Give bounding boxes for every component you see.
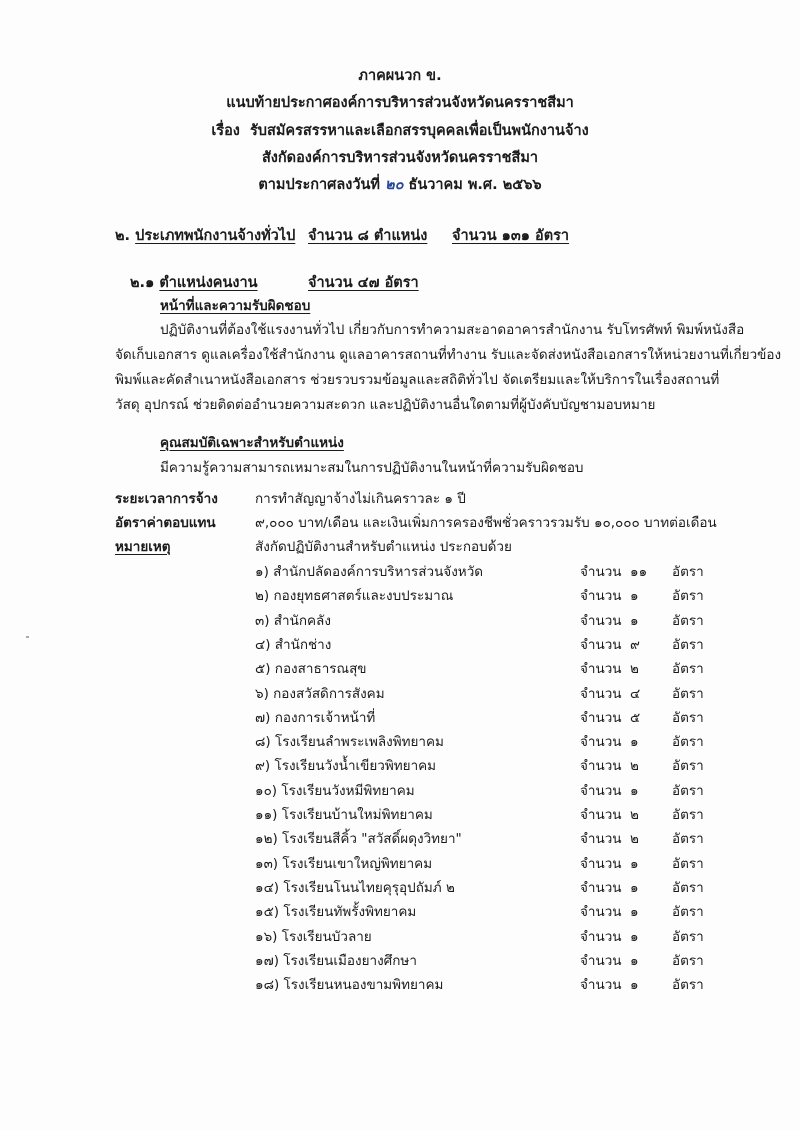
section-rates: จำนวน ๑๓๑ อัตรา (452, 228, 570, 244)
unit-qty-label: จำนวน (580, 904, 622, 921)
unit-qty-label: จำนวน (580, 612, 622, 629)
unit-rate-label: อัตรา (672, 807, 704, 823)
unit-qty-label: จำนวน (580, 928, 622, 945)
unit-rate-label: อัตรา (672, 734, 704, 751)
unit-list-item (0, 586, 800, 610)
unit-name: ๓) สำนักคลัง (255, 612, 331, 629)
unit-list-item (0, 878, 800, 902)
unit-list-item (0, 659, 800, 683)
unit-name: ๑) สำนักปลัดองค์การบริหารส่วนจังหวัด (255, 564, 484, 580)
unit-list-item (0, 684, 800, 708)
unit-rate-label: อัตรา (672, 928, 704, 945)
unit-name: ๗) กองการเจ้าหน้าที่ (255, 709, 376, 726)
unit-list-item (0, 902, 800, 926)
unit-count: ๑ (630, 904, 639, 921)
unit-list-item (0, 927, 800, 951)
unit-rate-label: อัตรา (672, 831, 704, 848)
unit-qty-label: จำนวน (580, 636, 622, 653)
duties-line-2: จัดเก็บเอกสาร ดูแลเครื่องใช้สำนักงาน ดูแลอาคารสถานที่ทำงาน รับและจัดส่งหนังสือเอกสารให้หน่วยงานที่เกี่ยวข้อง (115, 347, 782, 363)
unit-qty-label: จำนวน (580, 831, 622, 848)
subsection-heading (130, 273, 258, 293)
scan-speck (26, 636, 29, 638)
appendix-title: ภาคผนวก ข. (358, 68, 442, 84)
unit-qty-label: จำนวน (580, 977, 622, 994)
duties-line-4: วัสดุ อุปกรณ์ ช่วยติดต่ออำนวยความสะดวก และปฏิบัติงานอื่นใดตามที่ผู้บังคับบัญชามอบหมาย (115, 397, 656, 413)
section-number: ๒. (115, 228, 131, 244)
duties-line-1: ปฏิบัติงานที่ต้องใช้แรงงานทั่วไป เกี่ยวกับการทำความสะอาดอาคารสำนักงาน รับโทรศัพท์ พิมพ์หนังสือ (160, 322, 745, 338)
unit-name: ๑๖) โรงเรียนบัวลาย (255, 928, 372, 945)
unit-rate-label: อัตรา (672, 636, 704, 653)
subsection-rates: จำนวน ๔๗ อัตรา (308, 275, 419, 291)
pay-value: ๙,๐๐๐ บาท/เดือน และเงินเพิ่มการครองชีพชั่วคราวรวมรับ ๑๐,๐๐๐ บาทต่อเดือน (255, 515, 717, 531)
section-heading (115, 226, 295, 246)
attached-to-line: แนบท้ายประกาศองค์การบริหารส่วนจังหวัดนครราชสีมา (226, 95, 574, 111)
duties-heading: หน้าที่และความรับผิดชอบ (160, 298, 311, 314)
unit-count: ๑ (630, 952, 639, 969)
unit-rate-label: อัตรา (672, 588, 704, 605)
unit-rate-label: อัตรา (672, 709, 704, 726)
unit-rate-label: อัตรา (672, 855, 704, 872)
unit-qty-label: จำนวน (580, 734, 622, 751)
unit-name: ๑๗) โรงเรียนเมืองยางศึกษา (255, 952, 417, 969)
unit-qty-label: จำนวน (580, 564, 622, 580)
unit-name: ๑๓) โรงเรียนเขาใหญ่พิทยาคม (255, 855, 433, 872)
unit-list-item (0, 829, 800, 853)
unit-list-item (0, 732, 800, 756)
unit-count: ๒ (630, 807, 639, 823)
unit-count: ๑๑ (630, 564, 648, 580)
note-value: สังกัดปฏิบัติงานสำหรับตำแหน่ง ประกอบด้วย (255, 539, 512, 555)
unit-count: ๔ (630, 685, 641, 702)
note-label: หมายเหตุ (115, 539, 171, 555)
unit-list-item (0, 781, 800, 805)
subsection-number: ๒.๑ (130, 275, 155, 291)
unit-count: ๙ (630, 636, 640, 653)
unit-rate-label: อัตรา (672, 758, 704, 775)
unit-rate-label: อัตรา (672, 685, 704, 702)
unit-count: ๑ (630, 782, 639, 799)
unit-qty-label: จำนวน (580, 782, 622, 799)
unit-name: ๘) โรงเรียนลำพระเพลิงพิทยาคม (255, 734, 444, 751)
unit-name: ๑๘) โรงเรียนหนองขามพิทยาคม (255, 977, 444, 994)
unit-name: ๒) กองยุทธศาสตร์และงบประมาณ (255, 588, 454, 605)
unit-rate-label: อัตรา (672, 564, 704, 580)
date-day-handwritten: ๒๐ (385, 177, 404, 193)
unit-count: ๑ (630, 588, 639, 605)
unit-rate-label: อัตรา (672, 661, 704, 678)
subject-label: เรื่อง (211, 123, 240, 139)
date-prefix: ตามประกาศลงวันที่ (258, 177, 380, 193)
unit-qty-label: จำนวน (580, 855, 622, 872)
unit-qty-label: จำนวน (580, 588, 622, 605)
unit-name: ๔) สำนักช่าง (255, 636, 332, 653)
unit-name: ๖) กองสวัสดิการสังคม (255, 685, 385, 702)
unit-count: ๑ (630, 928, 639, 945)
unit-list-item (0, 756, 800, 780)
duties-line-3: พิมพ์และคัดสำเนาหนังสือเอกสาร ช่วยรวบรวมข้อมูลและสถิติทั่วไป จัดเตรียมและให้บริการในเรื่องสถานที่ (115, 372, 720, 388)
unit-list-item (0, 805, 800, 829)
unit-qty-label: จำนวน (580, 807, 622, 823)
unit-list-item (0, 562, 800, 586)
unit-list-item (0, 854, 800, 878)
subject-text: รับสมัครสรรหาและเลือกสรรบุคคลเพื่อเป็นพนักงานจ้าง (249, 123, 589, 139)
unit-rate-label: อัตรา (672, 977, 704, 994)
unit-name: ๙) โรงเรียนวังน้ำเขียวพิทยาคม (255, 758, 437, 775)
unit-name: ๕) กองสาธารณสุข (255, 661, 367, 678)
unit-count: ๕ (630, 709, 641, 726)
qualifications-text: มีความรู้ความสามารถเหมาะสมในการปฏิบัติงานในหน้าที่ความรับผิดชอบ (160, 460, 584, 476)
unit-name: ๑๑) โรงเรียนบ้านใหม่พิทยาคม (255, 807, 433, 823)
unit-qty-label: จำนวน (580, 879, 622, 896)
unit-count: ๒ (630, 831, 639, 848)
unit-rate-label: อัตรา (672, 879, 704, 896)
unit-rate-label: อัตรา (672, 952, 704, 969)
unit-list-item (0, 708, 800, 732)
unit-count: ๑ (630, 855, 639, 872)
unit-list-item (0, 611, 800, 635)
unit-name: ๑๒) โรงเรียนสีคิ้ว "สวัสดิ์ผดุงวิทยา" (255, 831, 462, 848)
announcement-date-line (0, 175, 800, 195)
unit-count: ๑ (630, 977, 639, 994)
unit-rate-label: อัตรา (672, 612, 704, 629)
section-positions: จำนวน ๘ ตำแหน่ง (308, 228, 428, 244)
subject-line (0, 121, 800, 141)
date-rest: ธันวาคม พ.ศ. ๒๕๖๖ (408, 177, 542, 193)
pay-label: อัตราค่าตอบแทน (115, 515, 216, 531)
unit-qty-label: จำนวน (580, 661, 622, 678)
unit-list-item (0, 635, 800, 659)
unit-rate-label: อัตรา (672, 904, 704, 921)
subsection-title: ตำแหน่งคนงาน (159, 275, 258, 291)
unit-qty-label: จำนวน (580, 952, 622, 969)
unit-count: ๑ (630, 612, 639, 629)
unit-qty-label: จำนวน (580, 758, 622, 775)
unit-name: ๑๔) โรงเรียนโนนไทยคุรุอุปถัมภ์ ๒ (255, 879, 455, 896)
qualifications-heading: คุณสมบัติเฉพาะสำหรับตำแหน่ง (160, 435, 344, 451)
unit-count: ๑ (630, 734, 639, 751)
term-label: ระยะเวลาการจ้าง (115, 491, 218, 507)
unit-count: ๑ (630, 879, 639, 896)
unit-qty-label: จำนวน (580, 685, 622, 702)
unit-count: ๒ (630, 758, 639, 775)
unit-list-item (0, 951, 800, 975)
section-title: ประเภทพนักงานจ้างทั่วไป (135, 228, 296, 244)
unit-name: ๑๕) โรงเรียนทัพรั้งพิทยาคม (255, 904, 417, 921)
unit-qty-label: จำนวน (580, 709, 622, 726)
term-value: การทำสัญญาจ้างไม่เกินคราวละ ๑ ปี (255, 491, 466, 507)
unit-count: ๒ (630, 661, 639, 678)
affiliation-line: สังกัดองค์การบริหารส่วนจังหวัดนครราชสีมา (261, 150, 539, 166)
unit-name: ๑๐) โรงเรียนวังหมีพิทยาคม (255, 782, 415, 799)
unit-rate-label: อัตรา (672, 782, 704, 799)
unit-list-item (0, 975, 800, 999)
